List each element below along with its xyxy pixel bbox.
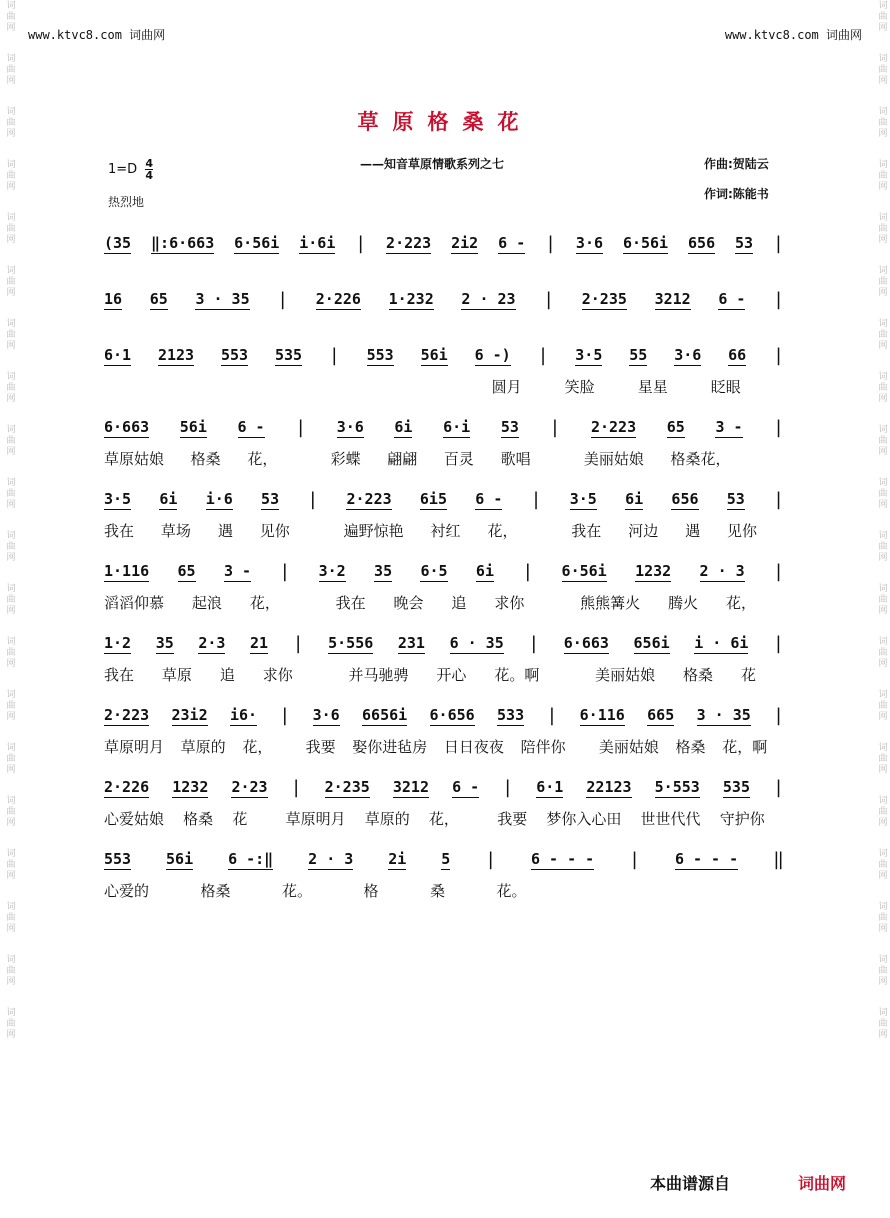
score-row [104,344,784,398]
lyric-word: 桑 [430,882,446,900]
note-group: 553 [366,346,394,364]
note-group: i·6i [299,234,336,252]
lyric-word: 心爱姑娘 [104,810,165,828]
lyric-word: 陪伴你 [520,738,566,756]
note-group: 2·235 [581,290,627,308]
watermark-text: 词曲网 [4,424,15,457]
barline: | [279,561,291,582]
note-group: 65 [666,418,685,436]
watermark-text: 词曲网 [876,318,887,351]
note-group: 6·56i [561,562,607,580]
score-row [104,632,784,686]
lyric-word: 格桑 [200,882,231,900]
watermark-text: 词曲网 [876,530,887,563]
barline: | [292,633,304,654]
note-group: 6·5 [420,562,448,580]
lyric-word: 草原的 [364,810,410,828]
watermark-text: 词曲网 [876,689,887,722]
note-group: 55 [629,346,648,364]
note-group: 35 [374,562,393,580]
note-group: 6i [475,562,494,580]
watermark-text: 词曲网 [4,0,15,33]
lyric-word: 翩翩 [387,450,418,468]
notation-line [104,288,784,310]
note-group: 6·i [443,418,471,436]
note-group: 6 · 35 [449,634,504,652]
barline: | [773,561,784,582]
notation-line [104,704,784,726]
watermark-text: 词曲网 [4,159,15,192]
time-top: 4 [145,157,153,170]
lyric-word: 歌唱 [500,450,531,468]
note-group: 3 - [223,562,252,580]
time-signature [145,158,153,181]
watermark-text: 词曲网 [876,0,887,33]
barline: | [295,417,307,438]
watermark-text: 词曲网 [876,477,887,510]
note-group: 3·2 [318,562,346,580]
note-group: 6·1 [104,346,132,364]
score-row [104,848,784,902]
notation-line [104,488,784,510]
note-group: 6i [159,490,178,508]
lyric-word: 笑脸 [564,378,595,396]
barline: | [279,705,291,726]
lyricist: 作词:陈能书 [704,187,769,201]
lyrics-line [104,736,784,758]
note-group: 2 · 3 [699,562,745,580]
lyric-word: 花 [232,810,248,828]
lyric-word: 花 [740,666,756,684]
watermark-text: 词曲网 [876,106,887,139]
barline: | [773,345,784,366]
barline: | [307,489,319,510]
lyric-word: 草场 [160,522,191,540]
note-group: 2·235 [324,778,370,796]
lyric-word: 追 [451,594,467,612]
score-row [104,416,784,470]
lyric-word: 河边 [628,522,659,540]
lyric-word: 花。啊 [494,666,540,684]
lyric-word: 草原明月 [285,810,346,828]
watermark-text: 词曲网 [876,424,887,457]
lyric-word: 滔滔仰慕 [104,594,165,612]
note-group: 5·556 [328,634,374,652]
lyric-word: 美丽姑娘 [595,666,656,684]
score-title: 草原格桑花 [357,109,533,134]
lyric-word: 花，啊 [722,738,768,756]
barline: | [549,417,561,438]
barline: | [530,489,542,510]
barline: | [355,233,367,254]
notation-line [104,416,784,438]
score-row [104,488,784,542]
note-group: 6 - [237,418,265,436]
watermark-text: 词曲网 [4,848,15,881]
note-group: 3212 [654,290,691,308]
barline: | [328,345,340,366]
lyric-word: 花， [242,738,273,756]
barline: | [277,289,289,310]
note-group: 53 [500,418,519,436]
lyrics-line [104,376,784,398]
lyric-word: 草原姑娘 [104,450,165,468]
lyric-word: 开心 [436,666,467,684]
watermark-text: 词曲网 [876,265,887,298]
watermark-text: 词曲网 [4,689,15,722]
barline: | [485,849,497,870]
watermark-text: 词曲网 [4,795,15,828]
barline: ‖ [773,849,784,870]
lyric-word: 花。 [282,882,313,900]
lyric-word: 日日夜夜 [443,738,504,756]
note-group: 1232 [172,778,209,796]
lyric-word: 梦你入心田 [546,810,622,828]
barline: | [528,633,540,654]
note-group: 2·223 [104,706,150,724]
note-group: 6 - [475,490,503,508]
lyric-word: 格 [363,882,379,900]
note-group: 22123 [586,778,632,796]
lyric-word: 见你 [727,522,758,540]
lyric-word: 并马驰骋 [348,666,409,684]
site-link-right[interactable]: www.ktvc8.com 词曲网 [724,28,862,42]
note-group: 6·116 [579,706,625,724]
lyric-word: 腾火 [668,594,699,612]
note-group: 5·553 [654,778,700,796]
note-group: 56i [179,418,207,436]
watermark-text: 词曲网 [4,106,15,139]
note-group: 3·5 [569,490,597,508]
watermark-text: 词曲网 [876,371,887,404]
lyric-word: 花。 [496,882,527,900]
notation-line [104,560,784,582]
lyric-word: 我在 [335,594,366,612]
watermark-text: 词曲网 [4,954,15,987]
note-group: 6·656 [429,706,475,724]
note-group: 3·6 [336,418,364,436]
note-group: 1·2 [104,634,132,652]
note-group: 533 [497,706,525,724]
lyric-word: 美丽姑娘 [583,450,644,468]
lyric-word: 花， [725,594,756,612]
note-group: 2·226 [315,290,361,308]
lyric-word: 星星 [637,378,668,396]
barline: | [773,705,784,726]
note-group: 6·663 [104,418,150,436]
barline: | [543,289,555,310]
tempo-marking: 热烈地 [108,195,145,209]
note-group: 2·23 [231,778,268,796]
watermark-text: 词曲网 [876,901,887,934]
note-group: 56i [420,346,448,364]
note-group: 16 [104,290,123,308]
note-group: 6·56i [622,234,669,252]
note-group: 6656i [362,706,408,724]
lyric-word: 我要 [497,810,528,828]
note-group: i·6 [205,490,233,508]
footer-brand-link[interactable]: 词曲网 [798,1174,847,1193]
watermark-text: 词曲网 [876,848,887,881]
score-row [104,560,784,614]
lyric-word: 格桑 [190,450,221,468]
note-group: 3·6 [312,706,340,724]
lyric-word: 娶你进毡房 [352,738,428,756]
watermark-text: 词曲网 [4,742,15,775]
note-group: 3 · 35 [696,706,751,724]
note-group: (35 [104,234,132,252]
note-group: 3·5 [575,346,603,364]
lyric-word: 草原 [161,666,192,684]
lyric-word: 遇 [685,522,701,540]
lyrics-line [104,880,784,902]
watermark-text: 词曲网 [876,1007,887,1040]
side-watermark-right [874,0,888,1218]
side-watermark-left [2,0,16,1218]
note-group: 1·232 [388,290,434,308]
note-group: 6 - [452,778,480,796]
note-group: 53 [261,490,280,508]
lyrics-line [104,664,784,686]
note-group: 35 [155,634,174,652]
time-bottom: 4 [145,169,153,182]
note-group: 3·6 [674,346,702,364]
lyric-word: 世世代代 [640,810,701,828]
note-group: i · 6i [694,634,749,652]
note-group: 2·223 [590,418,637,436]
lyric-word: 格桑 [683,666,714,684]
note-group: 6·1 [536,778,564,796]
note-group: 53 [735,234,754,252]
note-group: 3 · 35 [195,290,250,308]
note-group: 65 [149,290,168,308]
lyrics-line [104,448,784,470]
note-group: 553 [220,346,249,364]
note-group: 535 [274,346,303,364]
barline: | [522,561,534,582]
note-group: 231 [397,634,425,652]
lyric-word: 我在 [104,666,135,684]
note-group: 6 - - - [531,850,595,868]
watermark-text: 词曲网 [876,954,887,987]
score-row [104,232,784,254]
watermark-text: 词曲网 [4,583,15,616]
note-group: 6·663 [563,634,609,652]
barline: | [537,345,549,366]
lyric-word: 彩蝶 [330,450,361,468]
barline: | [773,289,784,310]
lyric-word: 我要 [305,738,336,756]
barline: | [773,633,784,654]
lyric-word: 我在 [104,522,135,540]
note-group: 1·116 [104,562,150,580]
barline: | [546,705,558,726]
note-group: 56i [166,850,194,868]
watermark-text: 词曲网 [876,159,887,192]
lyric-word: 草原明月 [104,738,165,756]
lyric-word: 花， [247,450,278,468]
note-group: ‖:6·663 [151,234,215,252]
lyric-word: 花， [249,594,280,612]
note-group: 535 [722,778,750,796]
lyric-word: 追 [219,666,235,684]
barline: | [773,417,784,438]
watermark-text: 词曲网 [876,795,887,828]
watermark-text: 词曲网 [876,583,887,616]
notation-line [104,344,784,366]
lyric-word: 衬红 [430,522,461,540]
note-group: 2 · 23 [461,290,516,308]
note-group: 2·223 [386,234,432,252]
barline: | [773,233,784,254]
barline: | [290,777,302,798]
note-group: 5 [441,850,451,868]
lyric-word: 格桑 [183,810,214,828]
watermark-text: 词曲网 [4,636,15,669]
lyric-word: 花， [487,522,518,540]
watermark-text: 词曲网 [876,742,887,775]
lyric-word: 熊熊篝火 [580,594,641,612]
lyrics-line [104,592,784,614]
key-signature [108,158,153,181]
note-group: 2·226 [104,778,150,796]
lyric-word: 眨眼 [710,378,741,396]
lyric-word: 守护你 [719,810,765,828]
note-group: 2i2 [451,234,479,252]
note-group: 656i [633,634,670,652]
note-group: 3·5 [104,490,132,508]
note-group: 2 · 3 [308,850,354,868]
score-row [104,704,784,758]
barline: | [629,849,640,870]
note-group: 53 [726,490,745,508]
note-group: 65 [177,562,196,580]
lyric-word: 晚会 [393,594,424,612]
watermark-text: 词曲网 [876,53,887,86]
note-group: 656 [688,234,716,252]
watermark-text: 词曲网 [4,318,15,351]
note-group: 6 - [498,234,526,252]
lyric-word: 遇 [217,522,233,540]
watermark-text: 词曲网 [4,1007,15,1040]
note-group: i6· [229,706,258,724]
lyrics-line [104,520,784,542]
note-group: 6i [625,490,644,508]
lyric-word: 遍野惊艳 [343,522,404,540]
lyric-word: 见你 [259,522,290,540]
lyric-word: 草原的 [180,738,226,756]
lyric-word: 起浪 [191,594,222,612]
watermark-text: 词曲网 [4,530,15,563]
note-group: 3212 [392,778,429,796]
note-group: 6i5 [419,490,447,508]
watermark-text: 词曲网 [4,212,15,245]
note-group: 66 [728,346,747,364]
note-group: 2·3 [198,634,226,652]
score-subtitle: ——知音草原情歌系列之七 [360,157,505,171]
notation-line [104,848,784,870]
watermark-text: 词曲网 [4,477,15,510]
watermark-text: 词曲网 [4,265,15,298]
note-group: 3 - [715,418,743,436]
barline: | [545,233,556,254]
lyric-word: 我在 [571,522,602,540]
score-row [104,288,784,310]
barline: | [773,489,784,510]
note-group: 6·56i [234,234,280,252]
note-group: 6 - [718,290,746,308]
note-group: 6 - - - [674,850,739,868]
lyric-word: 心爱的 [104,882,150,900]
note-group: 2i [388,850,407,868]
lyrics-line [104,808,784,830]
note-group: 6 -) [474,346,511,364]
note-group: 553 [104,850,132,868]
barline: | [502,777,514,798]
lyric-word: 百灵 [443,450,474,468]
watermark-text: 词曲网 [876,212,887,245]
footer-source-label: 本曲谱源自 [650,1174,731,1193]
note-group: 6 -:‖ [228,850,274,868]
note-group: 1232 [635,562,672,580]
note-group: 665 [647,706,675,724]
lyric-word: 求你 [494,594,525,612]
lyric-word: 美丽姑娘 [598,738,659,756]
lyric-word: 格桑花， [670,450,731,468]
note-group: 656 [671,490,699,508]
lyric-word: 求你 [262,666,293,684]
composer: 作曲:贺陆云 [704,157,769,171]
note-group: 6i [394,418,413,436]
notation-line [104,776,784,798]
key-label: 1=D [108,162,138,177]
watermark-text: 词曲网 [4,371,15,404]
barline: | [773,777,784,798]
note-group: 21 [250,634,269,652]
watermark-text: 词曲网 [876,636,887,669]
lyric-word: 格桑 [675,738,706,756]
note-group: 2·223 [346,490,392,508]
note-group: 23i2 [171,706,208,724]
note-group: 3·6 [575,234,604,252]
lyric-word: 圆月 [491,378,522,396]
watermark-text: 词曲网 [4,901,15,934]
notation-line [104,632,784,654]
watermark-text: 词曲网 [4,53,15,86]
note-group: 2123 [157,346,195,364]
notation-line [104,232,784,254]
lyric-word: 花， [428,810,459,828]
score-row [104,776,784,830]
site-link-left[interactable]: www.ktvc8.com 词曲网 [28,28,166,42]
